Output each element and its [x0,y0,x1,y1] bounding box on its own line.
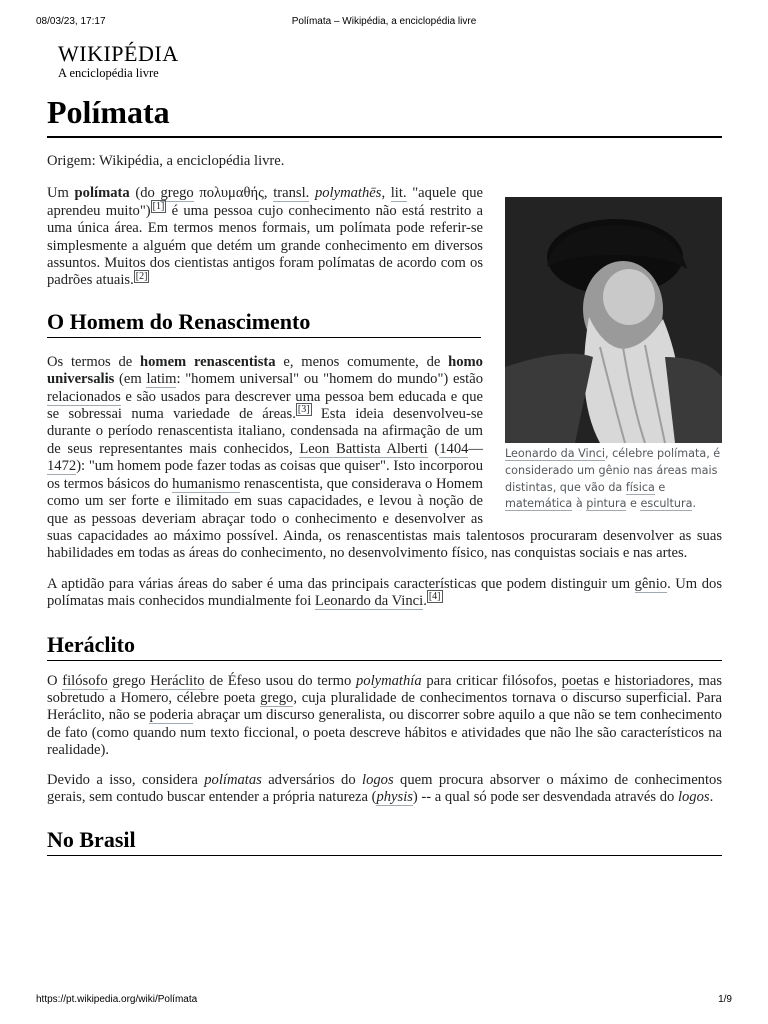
heraclito-paragraph-2: Devido a isso, considera polímatas adversários do logos quem procura absorver o máximo de conhecimentos gerais, sem contudo buscar entender a própria natureza (physis) -- a qual só pode ser desvendada através do logos. [47,771,722,805]
link-poderia[interactable]: poderia [149,707,194,724]
logo-tagline: A enciclopédia livre [58,66,159,80]
heraclito-paragraph-1: O filósofo grego Heráclito de Éfeso usou do termo polymathía para criticar filósofos, poetas e historiadores, mas sobretudo a Homero, célebre poeta grego, cuja pluralidade de conhecimentos tornava o discurso superficial. Para Heráclito, não se poderia abraçar um discurso generalista, ou discorrer sobre aquilo a que não se tem conhecimento de fato (como quando num texto ficcional, o poeta descreve hábitos e atividades que não lhe são característicos na realidade). [47,672,722,759]
renascimento-paragraph-2: A aptidão para várias áreas do saber é uma das principais características que podem distinguir um gênio. Um dos polímatas mais conhecidos mundialmente foi Leonardo da Vinci. [4] [47,575,722,610]
renascimento-paragraph-1: Os termos de homem renascentista e, menos comumente, de homo universalis (em latim: "homem universal" ou "homem do mundo") estão relacionados e são usados para descrever uma pessoa bem educada e que se sobressai numa variedade de áreas. [3] Esta ideia desenvolveu-se durante o período renascentista italiano, condensada na afirmação de um de seus representantes mais conhecidos, Leon Battista Alberti (1404—1472): "um homem pode fazer todas as coisas que quiser". Isto incorporou os termos básicos do humanismo renascentista, que considerava o Homem como um ser forte e ilimitado em suas capacidades, e levou à noção de que as pessoas deveriam abraçar todo o conhecimento e desenvolver as suas capacidades ao máximo possível. Ainda, os renascentistas mais talentosos procuraram desenvolver as suas habilidades em todas as áreas do conhecimento, no desenvolvimento físico, nas conquistas sociais e nas artes. [47,353,722,562]
print-url: https://pt.wikipedia.org/wiki/Polímata [36,994,198,1005]
caption-link-fisica[interactable]: física [625,480,655,494]
link-latim[interactable]: latim [146,371,177,388]
link-transl[interactable]: transl. [273,185,310,202]
link-1472[interactable]: 1472 [47,458,77,475]
origin-note: Origem: Wikipédia, a enciclopédia livre. [47,153,285,169]
heading-brasil: No Brasil [47,827,722,856]
link-physis[interactable]: physis [376,788,413,805]
ref-2[interactable]: [2] [135,270,148,282]
link-genio[interactable]: gênio [634,575,668,592]
link-poetas[interactable]: poetas [561,672,599,689]
infobox [505,197,722,512]
caption-link-pintura[interactable]: pintura [586,497,627,511]
intro-paragraph: Um polímata (do grego πολυμαθής, transl. polymathēs, lit. "aquele que aprendeu muito") [1] é uma pessoa cujo conhecimento não está restrito a uma única área. Em termos menos formais, um polímata pode referir-se simplesmente a alguém que detém um grande conhecimento em diversos assuntos. Muitos dos cientistas antigos foram polímatas de acordo com os padrões atuais. [2] [47,185,484,289]
page-title: Polímata [47,92,722,138]
link-filosofo[interactable]: filósofo [62,672,108,689]
logo-wordmark: WIKIPÉDIA [58,41,179,66]
article-content [47,153,722,856]
print-header [0,16,768,30]
link-grego-2[interactable]: grego [260,689,294,706]
caption-link-escultura[interactable]: escultura [640,497,693,511]
print-datetime: 08/03/23, 17:17 [36,16,106,27]
link-1404[interactable]: 1404 [439,440,469,457]
print-footer [0,994,768,1008]
heading-renascimento: O Homem do Renascimento [47,309,481,338]
link-historiadores[interactable]: historiadores [614,672,691,689]
heading-heraclito: Heráclito [47,632,722,661]
ref-1[interactable]: [1] [152,200,165,212]
link-grego[interactable]: grego [160,185,194,202]
infobox-caption: Leonardo da Vinci, célebre polímata, é considerado um gênio nas áreas mais distintas, que vão da física e matemática à pintura e escultura. [505,447,721,511]
ref-3[interactable]: [3] [297,404,310,416]
wikipedia-logo[interactable] [58,42,198,81]
link-heraclito[interactable]: Heráclito [150,672,205,689]
caption-link-matematica[interactable]: matemática [505,497,573,511]
portrait-icon[interactable] [505,197,722,443]
link-leonardo[interactable]: Leonardo da Vinci [314,593,424,610]
link-alberti[interactable]: Leon Battista Alberti [299,440,428,457]
ref-4[interactable]: [4] [428,591,441,603]
link-relacionados[interactable]: relacionados [47,388,121,405]
link-lit[interactable]: lit. [390,185,407,202]
link-humanismo[interactable]: humanismo [172,475,241,492]
print-doc-title: Polímata – Wikipédia, a enciclopédia livre [291,16,477,27]
print-page-number: 1/9 [718,994,732,1005]
caption-link-leonardo[interactable]: Leonardo da Vinci [505,447,605,461]
